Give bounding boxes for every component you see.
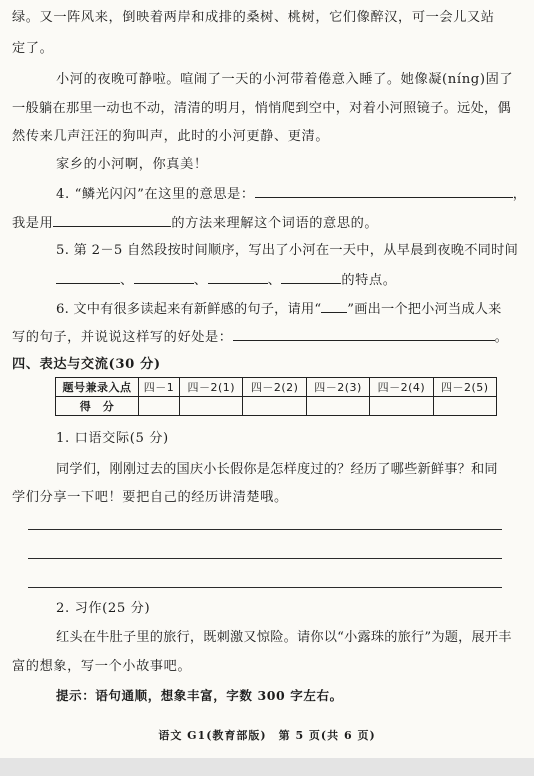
- answer-line[interactable]: [28, 529, 502, 530]
- underline-mark-sample: [321, 300, 347, 313]
- answer-blank[interactable]: [53, 214, 171, 227]
- table-header-cell: 四－1: [139, 378, 180, 397]
- answer-line[interactable]: [28, 587, 502, 588]
- score-cell[interactable]: [180, 397, 243, 416]
- question-6-text-a: 6. 文中有很多读起来有新鲜感的句子，请用“: [56, 302, 322, 317]
- page-footer: 语文 G1(教育部版) 第 5 页(共 6 页): [158, 729, 376, 742]
- writing-prompt-line: 富的想象，写一个小故事吧。: [12, 659, 192, 674]
- score-cell[interactable]: [370, 397, 433, 416]
- writing-prompt-line: 红头在牛肚子里的旅行，既刺激又惊险。请你以“小露珠的旅行”为题，展开丰: [56, 630, 512, 645]
- answer-blank[interactable]: [255, 185, 513, 198]
- question-4-part-b: [12, 214, 378, 233]
- table-header-cell: 四－2(3): [306, 378, 369, 397]
- question-5-suffix: 的特点。: [341, 273, 397, 288]
- question-4b-suffix: 的方法来理解这个词语的意思的。: [171, 216, 379, 231]
- question-5-blanks: [56, 271, 397, 290]
- score-cell[interactable]: [433, 397, 496, 416]
- question-4: [56, 185, 527, 204]
- answer-blank[interactable]: [134, 271, 194, 284]
- section-title: 四、表达与交流(30 分): [12, 357, 161, 372]
- passage-line: 小河的夜晚可静啦。喧闹了一天的小河带着倦意入睡了。她像凝(níng)固了: [56, 72, 514, 87]
- table-header-cell: 四－2(2): [243, 378, 306, 397]
- score-cell[interactable]: [306, 397, 369, 416]
- score-cell[interactable]: [243, 397, 306, 416]
- question-6-period: 。: [494, 330, 509, 345]
- question-4b-prefix: 我是用: [12, 216, 54, 231]
- passage-line: 定了。: [12, 41, 54, 56]
- question-6-part-b: [12, 328, 508, 347]
- writing-title: 2. 习作(25 分): [56, 601, 151, 616]
- viewer-bottom-bar: [0, 758, 534, 776]
- answer-blank[interactable]: [281, 271, 341, 284]
- passage-line: 家乡的小河啊，你真美！: [56, 157, 208, 172]
- score-row-label: 得 分: [56, 397, 139, 416]
- table-header-cell: 四－2(4): [370, 378, 433, 397]
- table-header-cell: 四－2(1): [180, 378, 243, 397]
- question-6-text-b: ”画出一个把小河当成人来: [347, 302, 502, 317]
- answer-blank[interactable]: [56, 271, 120, 284]
- answer-blank[interactable]: [233, 328, 495, 341]
- passage-line: 一般躺在那里一动也不动，清清的明月，悄悄爬到空中，对着小河照镜子。远处，偶: [12, 101, 512, 116]
- question-5: 5. 第 2－5 自然段按时间顺序，写出了小河在一天中，从早晨到夜晚不同时间: [56, 243, 519, 258]
- separator: 、: [120, 273, 134, 288]
- passage-line: 绿。又一阵风来，倒映着两岸和成排的桑树、桃树，它们像醉汉，可一会儿又站: [12, 10, 495, 25]
- writing-tip: 提示：语句通顺，想象丰富，字数 300 字左右。: [56, 688, 343, 703]
- score-table: [55, 377, 497, 416]
- separator: 、: [193, 273, 208, 288]
- table-row: [56, 378, 497, 397]
- answer-line[interactable]: [28, 558, 502, 559]
- passage-line: 然传来几声汪汪的狗叫声，此时的小河更静、更清。: [12, 129, 330, 144]
- question-4-comma: ，: [512, 187, 527, 202]
- separator: 、: [267, 273, 282, 288]
- answer-blank[interactable]: [208, 271, 268, 284]
- oral-prompt-line: 同学们，刚刚过去的国庆小长假你是怎样度过的？经历了哪些新鲜事？和同: [56, 462, 498, 477]
- table-row: [56, 397, 497, 416]
- oral-title: 1. 口语交际(5 分): [56, 431, 169, 446]
- question-6b-prefix: 写的句子，并说说这样写的好处是：: [12, 330, 233, 345]
- table-header-cell: 题号兼录入点: [56, 378, 139, 397]
- oral-prompt-line: 学们分享一下吧！要把自己的经历讲清楚哦。: [12, 490, 288, 505]
- question-4-text: 4. “鳞光闪闪”在这里的意思是：: [56, 187, 255, 202]
- table-header-cell: 四－2(5): [433, 378, 496, 397]
- question-6: [56, 300, 502, 319]
- score-cell[interactable]: [139, 397, 180, 416]
